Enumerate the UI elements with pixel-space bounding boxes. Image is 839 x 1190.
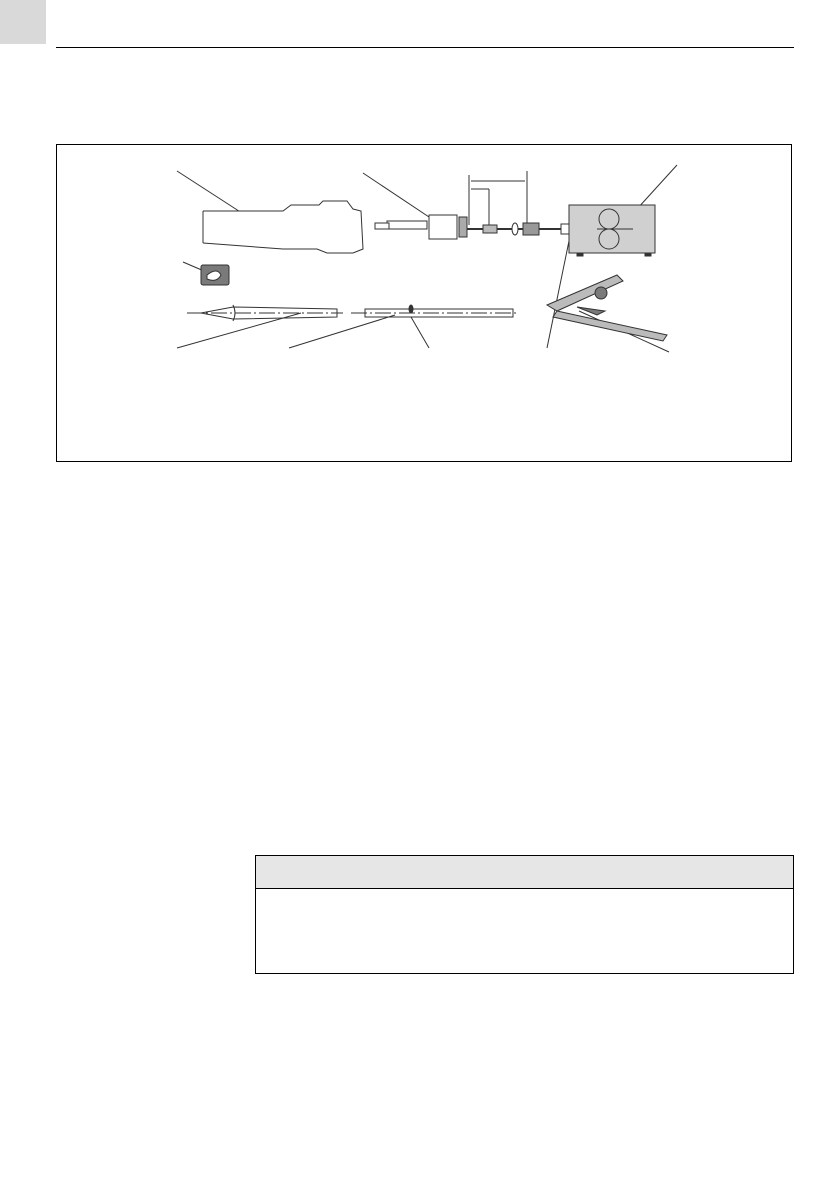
chapter-tab [0, 0, 46, 44]
welding-torch-body [203, 201, 363, 253]
feeder-foot-right [645, 253, 651, 256]
assembly-illustration [57, 145, 793, 463]
connector-pin [375, 223, 389, 229]
leader-line-wire-end [289, 315, 395, 348]
note-header [256, 856, 793, 889]
note-box [255, 855, 794, 974]
connector-nut [387, 221, 427, 229]
leader-line-feeder [637, 165, 677, 209]
header-rule [56, 47, 794, 48]
cutter-pivot [595, 287, 607, 299]
wire-bead [409, 305, 413, 313]
cutter-lower-handle [553, 311, 667, 341]
leader-line-wire-bead [411, 317, 429, 348]
o-ring [512, 223, 518, 235]
connector-flange [459, 217, 467, 237]
drive-roll-top [599, 209, 619, 229]
leader-line-liner [547, 241, 569, 348]
feeder-foot-left [577, 253, 583, 256]
union-nut [523, 223, 539, 235]
leader-line-torch [177, 171, 245, 215]
torch-connector [429, 215, 457, 239]
assembly-figure [56, 144, 792, 462]
cutter-blade [577, 307, 605, 315]
drive-roll-bottom [599, 229, 619, 249]
note-body [256, 889, 793, 975]
liner-nipple [483, 225, 497, 233]
leader-line-connector [363, 173, 435, 221]
